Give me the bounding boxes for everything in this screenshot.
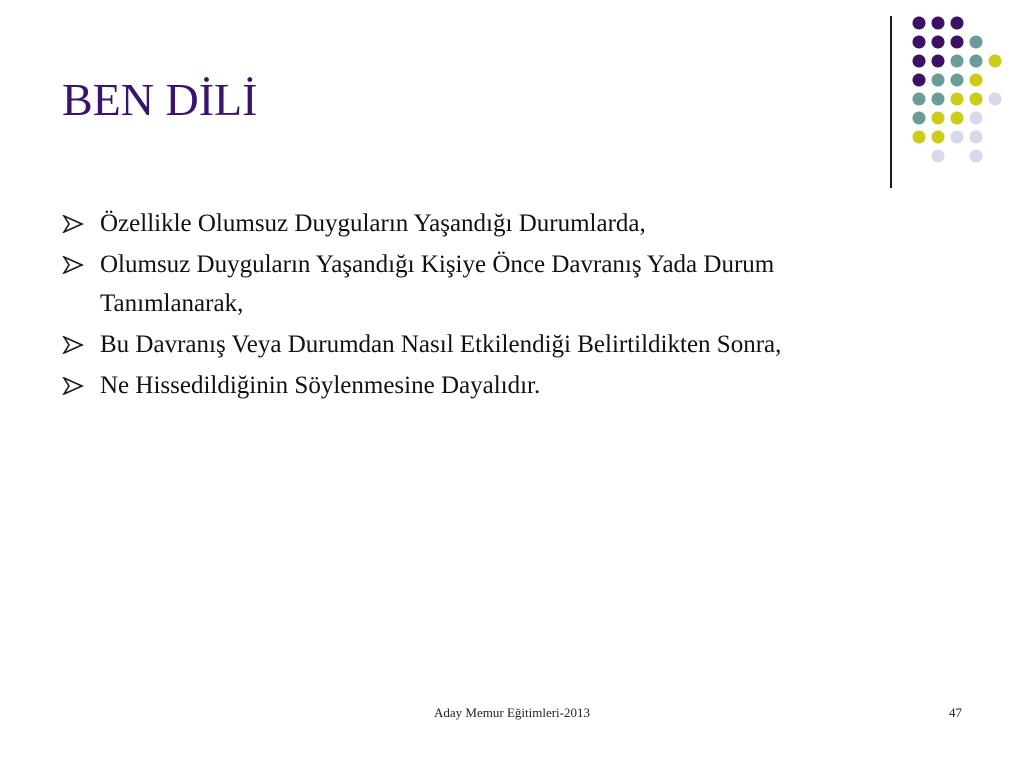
dot-teal: [951, 74, 964, 87]
page-number: 47: [949, 705, 962, 720]
dot-teal: [932, 74, 945, 87]
bullet-text: Ne Hissedildiğinin Söylenmesine Dayalıdır.: [100, 372, 541, 399]
dot-lime: [970, 74, 983, 87]
dot-lime: [913, 131, 926, 144]
dot-teal: [913, 93, 926, 106]
dot-grid-icon: [0, 0, 1024, 200]
arrow-bullet-icon: [62, 256, 84, 274]
slide-title: BEN DİLİ: [62, 74, 258, 125]
arrow-bullet-icon: [62, 215, 84, 233]
dot-purple: [913, 55, 926, 68]
bullet-list: [62, 204, 862, 407]
dot-purple: [951, 17, 964, 30]
dot-lavender: [970, 150, 983, 163]
dot-teal: [951, 55, 964, 68]
dot-lime: [989, 55, 1002, 68]
dot-purple: [951, 36, 964, 49]
dot-lime: [932, 112, 945, 125]
bullet-item: [62, 204, 862, 243]
bullet-item: [62, 245, 862, 323]
dot-teal: [970, 55, 983, 68]
dot-lavender: [970, 112, 983, 125]
dot-lavender: [951, 131, 964, 144]
dot-teal: [932, 93, 945, 106]
dot-lime: [951, 93, 964, 106]
dot-purple: [932, 17, 945, 30]
bullet-text: Olumsuz Duyguların Yaşandığı Kişiye Önce Davranış Yada Durum Tanımlanarak,: [100, 251, 775, 317]
bullet-text: Bu Davranış Veya Durumdan Nasıl Etkilendiği Belirtildikten Sonra,: [100, 331, 782, 358]
arrow-bullet-icon: [62, 336, 84, 354]
dot-lavender: [970, 131, 983, 144]
dot-purple: [913, 36, 926, 49]
dot-lime: [970, 93, 983, 106]
vertical-divider: [890, 16, 892, 188]
bullet-item: [62, 325, 862, 364]
dot-purple: [913, 74, 926, 87]
dot-purple: [932, 36, 945, 49]
dot-teal: [913, 112, 926, 125]
dot-teal: [970, 36, 983, 49]
bullet-text: Özellikle Olumsuz Duyguların Yaşandığı Durumlarda,: [100, 210, 646, 237]
dot-lime: [932, 131, 945, 144]
slide-footer: Aday Memur Eğitimleri-2013: [434, 705, 590, 720]
bullet-item: [62, 366, 862, 405]
dot-lime: [951, 112, 964, 125]
arrow-bullet-icon: [62, 377, 84, 395]
dot-purple: [932, 55, 945, 68]
dot-lavender: [989, 93, 1002, 106]
dot-purple: [913, 17, 926, 30]
dot-lavender: [932, 150, 945, 163]
